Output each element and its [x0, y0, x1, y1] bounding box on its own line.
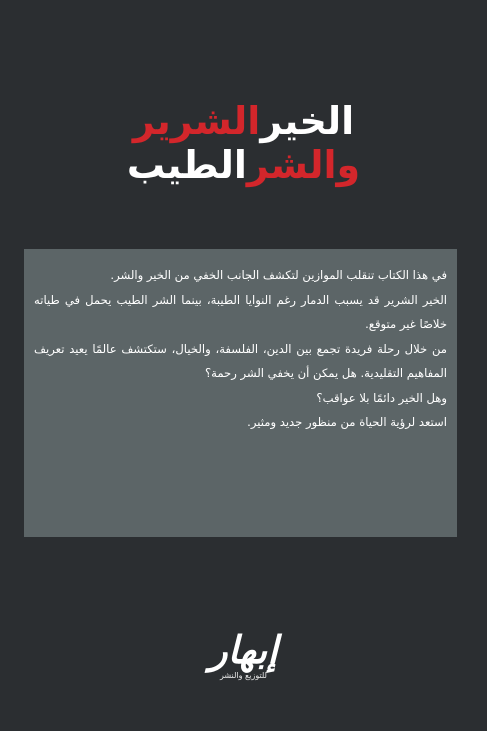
title-word-evil: الشرير — [132, 99, 261, 143]
title-line-2 — [0, 144, 487, 188]
blurb-paragraph: من خلال رحلة فريدة تجمع بين الدين، الفلسفة، والخيال، ستكتشف عالمًا يعيد تعريف المفاهيم التقليدية. هل يمكن أن يخفي الشر رحمة؟ — [34, 341, 447, 380]
book-title — [0, 100, 487, 187]
title-word-good-2: الطيب — [126, 142, 247, 187]
title-word-evil-2: الشر — [246, 142, 337, 187]
blurb-paragraph: في هذا الكتاب تنقلب الموازين لتكشف الجانب الخفي من الخير والشر. — [110, 268, 447, 282]
title-line-1 — [0, 100, 487, 144]
publisher-logo-mark: إبهار — [209, 627, 278, 672]
title-word-and: و — [336, 142, 361, 187]
publisher-tagline: للتوزيع والنشر — [219, 671, 267, 680]
publisher-logo — [0, 627, 487, 681]
title-word-good: الخير — [260, 99, 355, 143]
blurb-paragraph: وهل الخير دائمًا بلا عواقب؟ — [316, 390, 447, 405]
blurb-paragraph: استعد لرؤية الحياة من منظور جديد ومثير. — [247, 415, 447, 429]
blurb-paragraph: الخير الشرير قد يسبب الدمار رغم النوايا الطيبة، بينما الشر الطيب يحمل في طياته خلاصًا غير متوقع. — [34, 292, 447, 331]
blurb-panel — [24, 249, 457, 537]
